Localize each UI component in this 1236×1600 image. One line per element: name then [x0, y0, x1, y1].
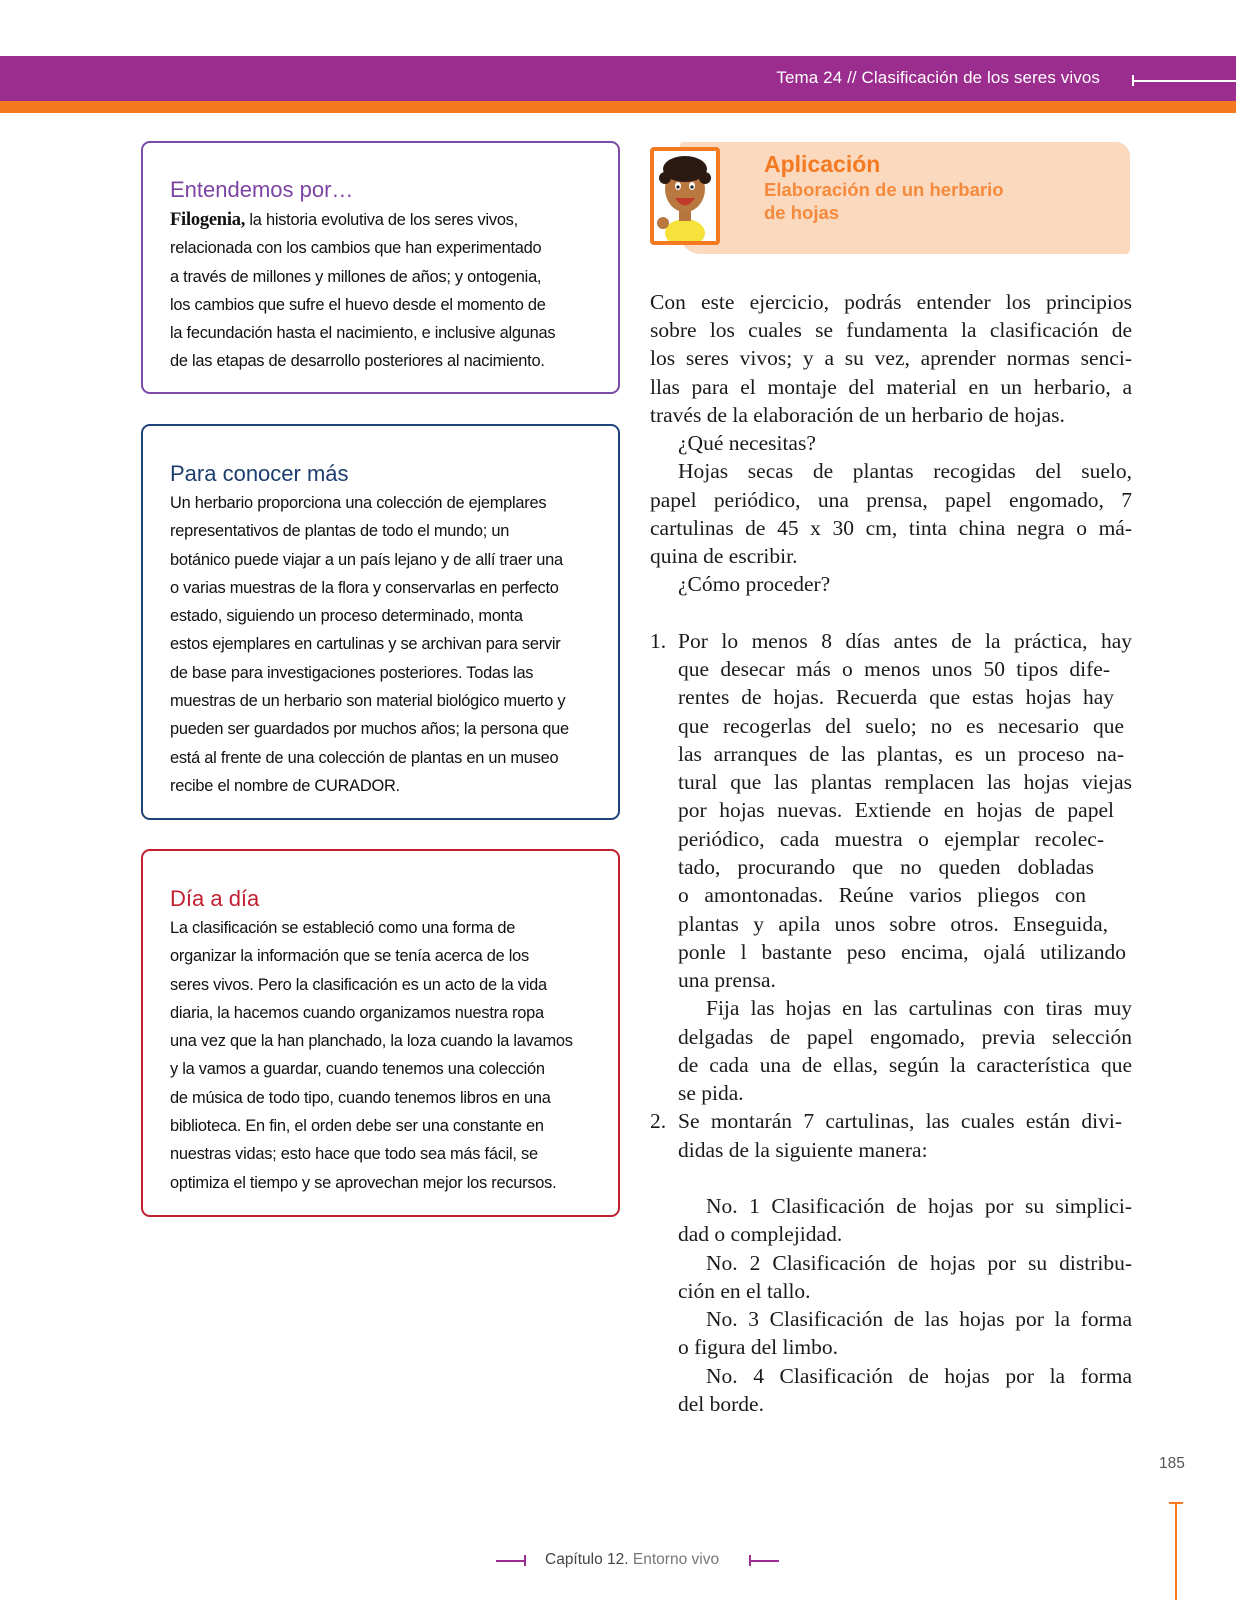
step-line: tural que las plantas remplacen las hojas viejas — [678, 770, 1132, 794]
step-number: 1. — [650, 629, 667, 653]
definition-heading: Entendemos por… — [170, 177, 354, 202]
avatar — [650, 147, 720, 245]
header-title: Tema 24 // Clasificación de los seres vivos — [776, 68, 1100, 87]
step-line: rentes de hojas. Recuerda que estas hojas hay — [678, 685, 1114, 709]
question-procedure: ¿Cómo proceder? — [678, 572, 831, 596]
intro-line: los seres vivos; y a su vez, aprender normas senci- — [650, 346, 1132, 370]
materials-line: quina de escribir. — [650, 544, 798, 568]
definition-term: Filogenia, — [170, 210, 246, 230]
intro-line: sobre los cuales se fundamenta la clasificación de — [650, 318, 1132, 342]
card-item: ción en el tallo. — [678, 1279, 811, 1303]
materials-line: Hojas secas de plantas recogidas del suelo, — [678, 459, 1132, 483]
step-line: que desecar más o menos unos 50 tipos dife- — [678, 657, 1110, 681]
application-title: Aplicación — [764, 151, 881, 177]
step-line: Fija las hojas en las cartulinas con tiras muy — [706, 996, 1132, 1020]
step-line: o amontonadas. Reúne varios pliegos con — [678, 883, 1086, 907]
day-to-day-heading: Día a día — [170, 886, 260, 911]
intro-line: llas para el montaje del material en un herbario, a — [650, 375, 1132, 399]
step-line: Por lo menos 8 días antes de la práctica, hay — [678, 629, 1132, 653]
step-line: periódico, cada muestra o ejemplar recolec- — [678, 827, 1104, 851]
footer-tick-left — [524, 1555, 526, 1566]
footer-rule-right — [750, 1560, 779, 1562]
header-stripe — [0, 101, 1236, 113]
learn-more-text: Un herbario proporciona una colección de ejemplares representativos de plantas de todo el mundo; un botánico puede viajar a un país lejano y de allí traer una o varias muestras de la flora y conservarlas en perfecto estado, siguiendo un proceso determinado, monta estos ejemplares en cartulinas y se archivan para servir de base para investigaciones posteriores. Todas las muestras de un herbario son material biológico muerto y pueden ser guardados por muchos años; la persona que está al frente de una colección de plantas en un museo recibe el nombre de CURADOR. — [170, 494, 569, 795]
footer-chapter: Capítulo 12. Entorno vivo — [545, 1551, 720, 1568]
step-line: delgadas de papel engomado, previa selección — [678, 1025, 1132, 1049]
step-line: las arranques de las plantas, es un proceso na- — [678, 742, 1124, 766]
child-illustration-icon — [654, 151, 716, 241]
step-line: que recogerlas del suelo; no es necesario que — [678, 714, 1124, 738]
step-line: una prensa. — [678, 968, 776, 992]
learn-more-heading: Para conocer más — [170, 461, 349, 486]
card-item: del borde. — [678, 1392, 764, 1416]
page-number: 185 — [1159, 1455, 1185, 1472]
intro-line: Con este ejercicio, podrás entender los principios — [650, 290, 1132, 314]
card-item: dad o complejidad. — [678, 1222, 843, 1246]
step-line: Se montarán 7 cartulinas, las cuales están divi- — [678, 1109, 1122, 1133]
question-needs: ¿Qué necesitas? — [678, 431, 816, 455]
step-number: 2. — [650, 1109, 667, 1133]
materials-line: papel periódico, una prensa, papel engomado, 7 — [650, 488, 1132, 512]
card-item: o figura del limbo. — [678, 1335, 839, 1359]
footer-rule-left — [496, 1560, 525, 1562]
step-line: se pida. — [678, 1081, 744, 1105]
intro-line: través de la elaboración de un herbario de hojas. — [650, 403, 1065, 427]
card-item: No. 3 Clasificación de las hojas por la forma — [706, 1307, 1132, 1331]
step-line: plantas y apila unos sobre otros. Enseguida, — [678, 912, 1108, 936]
margin-rule — [1175, 1503, 1177, 1600]
card-item: No. 2 Clasificación de hojas por su distribu- — [706, 1251, 1132, 1275]
step-line: por hojas nuevas. Extiende en hojas de papel — [678, 798, 1114, 822]
learn-more-box — [141, 424, 620, 820]
definition-box — [141, 141, 620, 394]
step-line: ponle l bastante peso encima, ojalá utilizando — [678, 940, 1126, 964]
definition-text: Filogenia, la historia evolutiva de los seres vivos, relacionada con los cambios que han experimentado a través de millones y millones de años; y ontogenia, los cambios que sufre el huevo desde el momento de la fecundación hasta el nacimiento, e inclusive algunas de las etapas de desarrollo posteriores al nacimiento. — [170, 210, 556, 371]
step-line: tado, procurando que no queden dobladas — [678, 855, 1094, 879]
header-rule — [1133, 80, 1236, 82]
materials-line: cartulinas de 45 x 30 cm, tinta china negra o má- — [650, 516, 1132, 540]
step-line: de cada una de ellas, según la característica que — [678, 1053, 1132, 1077]
card-item: No. 4 Clasificación de hojas por la forma — [706, 1364, 1132, 1388]
day-to-day-text: La clasificación se estableció como una forma de organizar la información que se tenía acerca de los seres vivos. Pero la clasificación es un acto de la vida diaria, la hacemos cuando organizamos nuestra ropa una vez que la han planchado, la loza cuando la lavamos y la vamos a guardar, cuando tenemos una colección de música de todo tipo, cuando tenemos libros en una biblioteca. En fin, el orden debe ser una constante en nuestras vidas; esto hace que todo sea más fácil, se optimiza el tiempo y se aprovechan mejor los recursos. — [170, 919, 573, 1192]
application-subtitle: Elaboración de un herbario de hojas — [764, 179, 1004, 223]
step-line: didas de la siguiente manera: — [678, 1138, 928, 1162]
card-item: No. 1 Clasificación de hojas por su simplici- — [706, 1194, 1132, 1218]
day-to-day-box — [141, 849, 620, 1217]
